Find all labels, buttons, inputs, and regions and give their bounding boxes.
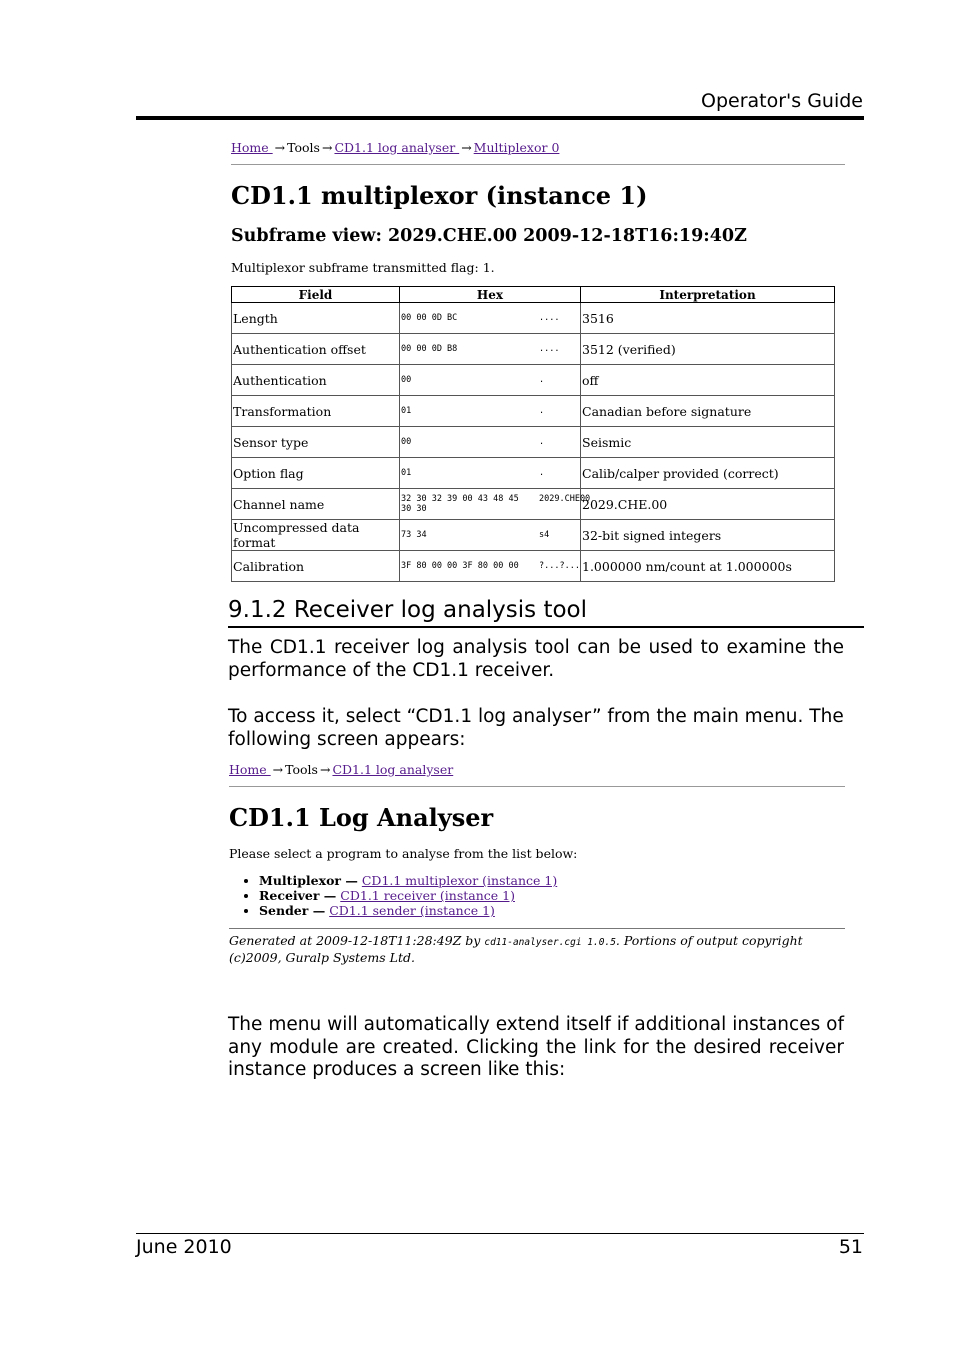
- running-header: Operator's Guide: [700, 90, 863, 112]
- breadcrumb-home-link[interactable]: Home: [231, 140, 273, 155]
- table-row: [232, 489, 835, 520]
- list-item: [259, 903, 845, 918]
- breadcrumb-tools: Tools: [287, 140, 320, 155]
- breadcrumb-multiplexor-link[interactable]: Multiplexor 0: [473, 140, 560, 155]
- hex-bytes: 00 00 0D B8: [401, 344, 458, 354]
- program-link[interactable]: CD1.1 receiver (instance 1): [340, 888, 515, 903]
- intro-text: Please select a program to analyse from the list below:: [229, 846, 578, 861]
- hex-cell: [400, 334, 581, 365]
- interpretation-cell: Seismic: [581, 427, 835, 458]
- hex-cell: [400, 520, 581, 551]
- hex-ascii: 2029.CHE00: [539, 494, 591, 504]
- table-row: [232, 303, 835, 334]
- hex-bytes: 73 34: [401, 530, 427, 540]
- breadcrumb-analyser-link[interactable]: CD1.1 log analyser: [334, 140, 460, 155]
- column-header: Interpretation: [581, 287, 835, 303]
- field-cell: Authentication offset: [232, 334, 400, 365]
- table-row: [232, 458, 835, 489]
- table-row: [232, 396, 835, 427]
- hex-ascii: ....: [539, 344, 560, 354]
- hex-bytes: 3F 80 00 00 3F 80 00 00: [401, 561, 519, 571]
- hex-ascii: s4: [539, 530, 550, 540]
- hex-bytes: 00: [401, 437, 412, 447]
- hex-bytes: 01: [401, 468, 412, 478]
- page-title: CD1.1 Log Analyser: [229, 803, 494, 832]
- hex-cell: [400, 427, 581, 458]
- footer-rule: [136, 1233, 864, 1234]
- breadcrumb-arrow: →: [274, 140, 286, 155]
- hex-bytes: 01: [401, 406, 412, 416]
- hex-cell: [400, 365, 581, 396]
- field-cell: Option flag: [232, 458, 400, 489]
- hex-ascii: ?...?...: [539, 561, 580, 571]
- interpretation-cell: Calib/calper provided (correct): [581, 458, 835, 489]
- hex-ascii: .: [539, 406, 545, 416]
- hex-ascii: .: [539, 468, 545, 478]
- breadcrumb-arrow: →: [319, 762, 331, 777]
- hex-cell: [400, 303, 581, 334]
- interpretation-cell: 2029.CHE.00: [581, 489, 835, 520]
- footer-date: June 2010: [136, 1236, 232, 1258]
- list-item: [259, 888, 845, 903]
- interpretation-cell: off: [581, 365, 835, 396]
- field-cell: Uncompressed data format: [232, 520, 400, 551]
- table-row: [232, 520, 835, 551]
- field-cell: Calibration: [232, 551, 400, 582]
- hex-bytes: 32 30 32 39 00 43 48 45 30 30: [401, 494, 519, 514]
- program-list: [229, 873, 845, 918]
- program-link[interactable]: CD1.1 multiplexor (instance 1): [361, 873, 558, 888]
- section-rule: [228, 626, 864, 628]
- column-header: Hex: [400, 287, 581, 303]
- interpretation-cell: 3512 (verified): [581, 334, 835, 365]
- breadcrumb: [229, 762, 845, 782]
- field-cell: Channel name: [232, 489, 400, 520]
- body-paragraph: The CD1.1 receiver log analysis tool can be used to examine the performance of the CD1.1 receiver.: [228, 637, 844, 681]
- generated-suffix: . Portions of output copyright (c)2009, Guralp Systems Ltd.: [229, 933, 803, 965]
- column-header: Field: [232, 287, 400, 303]
- hex-cell: [400, 396, 581, 427]
- breadcrumb-tools: Tools: [285, 762, 318, 777]
- program-name: Receiver —: [259, 888, 337, 903]
- field-cell: Sensor type: [232, 427, 400, 458]
- hex-bytes: 00 00 0D BC: [401, 313, 458, 323]
- body-paragraph: To access it, select “CD1.1 log analyser” from the main menu. The following screen appears:: [228, 706, 844, 750]
- breadcrumb-arrow: →: [321, 140, 333, 155]
- table-row: [232, 365, 835, 396]
- program-link[interactable]: CD1.1 sender (instance 1): [329, 903, 495, 918]
- breadcrumb-arrow: →: [461, 140, 472, 155]
- section-heading: 9.1.2 Receiver log analysis tool: [228, 597, 588, 623]
- page-number: 51: [838, 1236, 863, 1258]
- multiplexor-screenshot: [231, 140, 845, 598]
- generated-footer: [229, 934, 845, 965]
- divider: [231, 164, 845, 165]
- generated-prefix: Generated at 2009-12-18T11:28:49Z by: [229, 933, 485, 948]
- divider: [229, 786, 845, 787]
- hex-ascii: ....: [539, 313, 560, 323]
- table-row: [232, 551, 835, 582]
- header-rule: [136, 116, 864, 120]
- interpretation-cell: 3516: [581, 303, 835, 334]
- list-item: [259, 873, 845, 888]
- page-title: CD1.1 multiplexor (instance 1): [231, 181, 648, 210]
- table-row: [232, 334, 835, 365]
- hex-cell: [400, 551, 581, 582]
- page-subtitle: Subframe view: 2029.CHE.00 2009-12-18T16:19:40Z: [231, 226, 747, 246]
- field-cell: Length: [232, 303, 400, 334]
- interpretation-cell: 1.000000 nm/count at 1.000000s: [581, 551, 835, 582]
- field-cell: Transformation: [232, 396, 400, 427]
- body-paragraph: The menu will automatically extend itself if additional instances of any module are created. Clicking the link for the desired receiver instance produces a screen like this:: [228, 1014, 844, 1080]
- breadcrumb-arrow: →: [272, 762, 284, 777]
- field-cell: Authentication: [232, 365, 400, 396]
- divider: [229, 928, 845, 929]
- breadcrumb-home-link[interactable]: Home: [229, 762, 271, 777]
- log-analyser-screenshot: [229, 762, 845, 965]
- flag-text: Multiplexor subframe transmitted flag: 1.: [231, 260, 495, 275]
- interpretation-cell: Canadian before signature: [581, 396, 835, 427]
- program-name: Multiplexor —: [259, 873, 358, 888]
- hex-cell: [400, 458, 581, 489]
- hex-ascii: .: [539, 375, 545, 385]
- hex-cell: [400, 489, 591, 520]
- interpretation-cell: 32-bit signed integers: [581, 520, 835, 551]
- program-name: Sender —: [259, 903, 326, 918]
- table-row: [232, 427, 835, 458]
- breadcrumb: [231, 140, 845, 160]
- hex-bytes: 00: [401, 375, 412, 385]
- subframe-table: [231, 286, 835, 582]
- breadcrumb-analyser-link[interactable]: CD1.1 log analyser: [332, 762, 454, 777]
- hex-ascii: .: [539, 437, 545, 447]
- generated-program: cd11-analyser.cgi 1.0.5: [484, 937, 616, 948]
